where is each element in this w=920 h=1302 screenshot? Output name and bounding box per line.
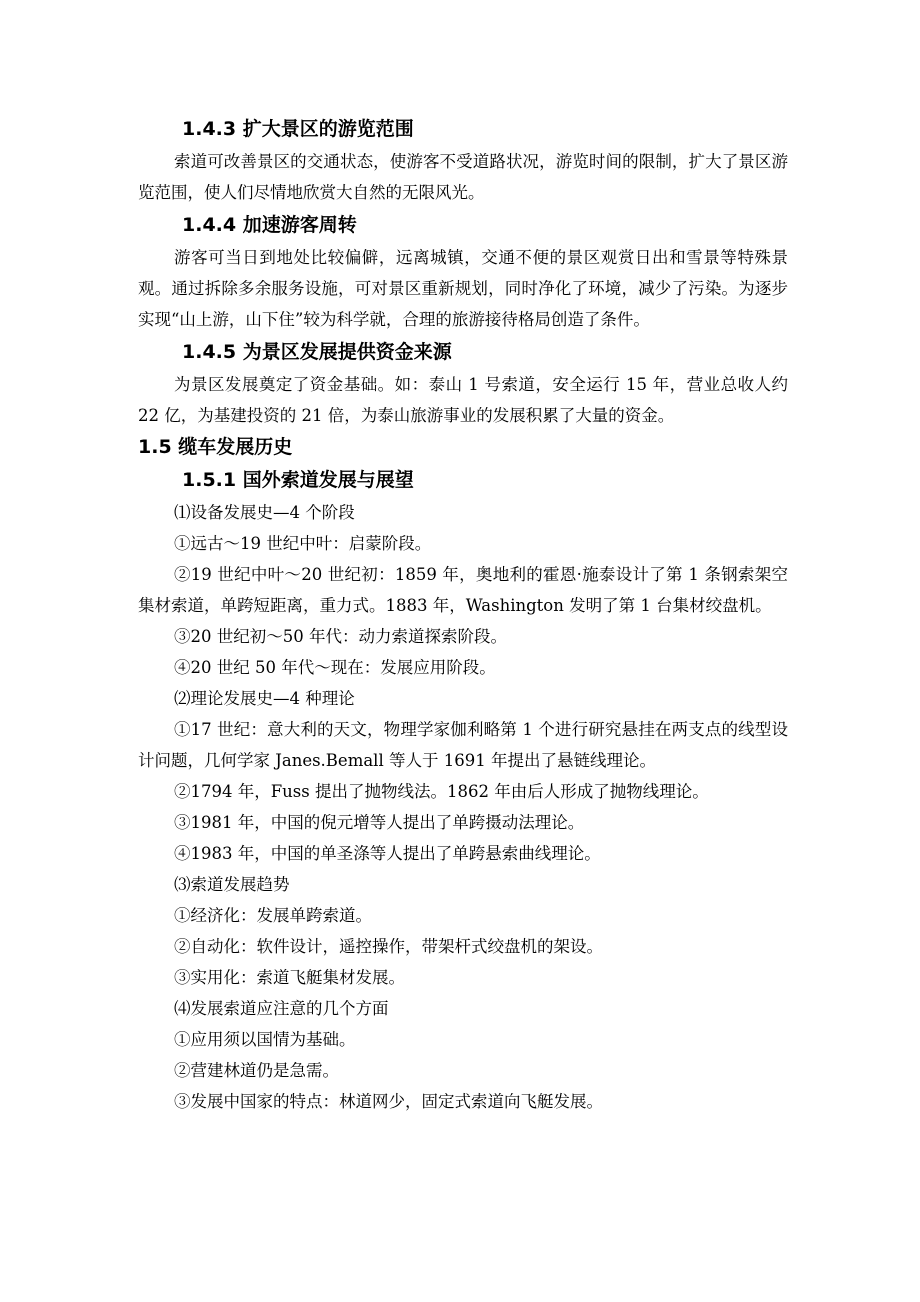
list-heading-trends: ⑶索道发展趋势 (174, 875, 290, 894)
list-item: ④20 世纪 50 年代～现在：发展应用阶段。 (174, 658, 496, 677)
list-item: ①应用须以国情为基础。 (174, 1030, 356, 1049)
heading-1-5: 1.5 缆车发展历史 (138, 436, 293, 458)
paragraph-1-4-4: 游客可当日到地处比较偏僻，远离城镇，交通不便的景区观赏日出和雪景等特殊景观。通过拆除多余服务设施，可对景区重新规划，同时净化了环境，减少了污染。为逐步实现“山上游，山下住”较为科学就，合理的旅游接待格局创造了条件。 (138, 248, 788, 329)
list-item: ①远古～19 世纪中叶：启蒙阶段。 (174, 534, 432, 553)
list-heading-theory-history: ⑵理论发展史—4 种理论 (174, 689, 355, 708)
list-item: ④1983 年，中国的单圣涤等人提出了单跨悬索曲线理论。 (174, 844, 601, 863)
document-body (138, 112, 788, 1117)
heading-1-5-1: 1.5.1 国外索道发展与展望 (182, 469, 414, 491)
paragraph-1-4-3: 索道可改善景区的交通状态，使游客不受道路状况，游览时间的限制，扩大了景区游览范围，使人们尽情地欣赏大自然的无限风光。 (138, 152, 788, 202)
list-item: ①17 世纪：意大利的天文，物理学家伽利略第 1 个进行研究悬挂在两支点的线型设计问题，几何学家 Janes.Bemall 等人于 1691 年提出了悬链线理论。 (138, 720, 788, 770)
heading-1-4-5: 1.4.5 为景区发展提供资金来源 (182, 341, 452, 363)
list-item: ③20 世纪初～50 年代：动力索道探索阶段。 (174, 627, 507, 646)
list-item: ③1981 年，中国的倪元增等人提出了单跨摄动法理论。 (174, 813, 585, 832)
list-heading-equipment-history: ⑴设备发展史—4 个阶段 (174, 503, 355, 522)
heading-1-4-3: 1.4.3 扩大景区的游览范围 (182, 118, 414, 140)
list-heading-notes: ⑷发展索道应注意的几个方面 (174, 999, 389, 1018)
list-item: ③发展中国家的特点：林道网少，固定式索道向飞艇发展。 (174, 1092, 603, 1111)
paragraph-1-4-5: 为景区发展奠定了资金基础。如：泰山 1 号索道，安全运行 15 年，营业总收人约 22 亿，为基建投资的 21 倍，为泰山旅游事业的发展积累了大量的资金。 (138, 375, 788, 425)
list-item: ③实用化：索道飞艇集材发展。 (174, 968, 405, 987)
list-item: ②1794 年，Fuss 提出了抛物线法。1862 年由后人形成了抛物线理论。 (174, 782, 709, 801)
list-item: ②自动化：软件设计，遥控操作，带架杆式绞盘机的架设。 (174, 937, 603, 956)
heading-1-4-4: 1.4.4 加速游客周转 (182, 214, 357, 236)
list-item: ①经济化：发展单跨索道。 (174, 906, 372, 925)
list-item: ②19 世纪中叶～20 世纪初：1859 年，奥地利的霍恩·施泰设计了第 1 条钢索架空集材索道，单跨短距离，重力式。1883 年，Washington 发明了第 1 台集材绞盘机。 (138, 565, 788, 615)
list-item: ②营建林道仍是急需。 (174, 1061, 339, 1080)
